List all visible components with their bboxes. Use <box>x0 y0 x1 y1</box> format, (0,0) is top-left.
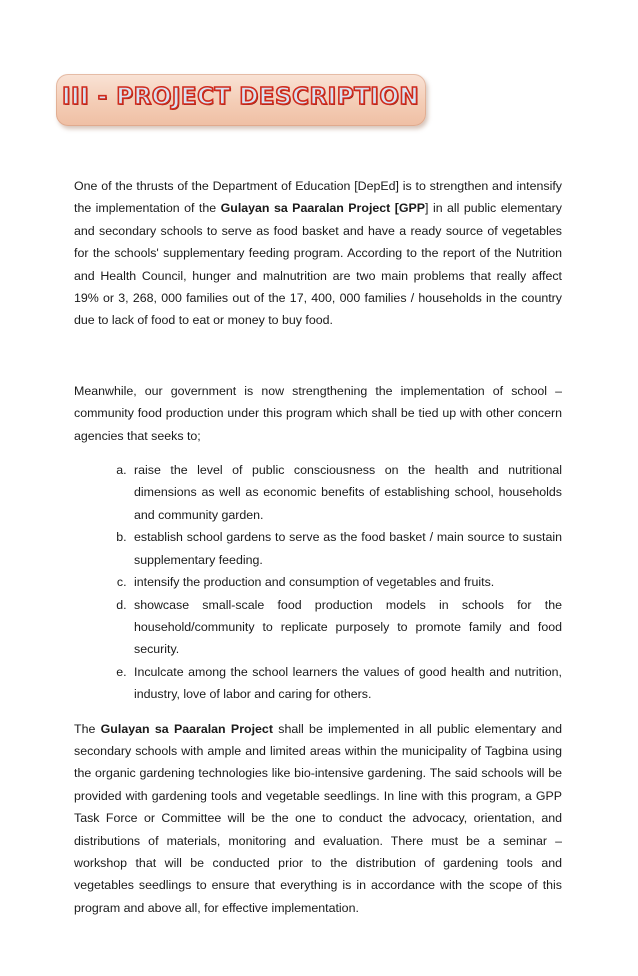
paragraph-government: Meanwhile, our government is now strengthening the implementation of school – community food production under this program which shall be tied up with other concern agencies that seeks to; <box>74 383 562 443</box>
objective-item-b: b. establish school gardens to serve as the food basket / main source to sustain supplementary feeding. <box>130 526 562 571</box>
section-banner <box>56 74 426 126</box>
paragraph-intro-text-1: One of the thrusts of the Department of Education [DepEd] is to strengthen and intensify the implementation of the <box>74 179 562 216</box>
paragraph-intro-bold: Gulayan sa Paaralan Project [GPP <box>220 201 426 216</box>
objective-item-a: a. raise the level of public consciousness on the health and nutritional dimensions as well as economic benefits of establishing school, households and community garden. <box>130 459 562 526</box>
paragraph-implementation-bold: Gulayan sa Paaralan Project <box>100 721 273 736</box>
objective-item-e: e. Inculcate among the school learners the values of good health and nutrition, industry, love of labor and caring for others. <box>130 661 562 706</box>
paragraph-implementation-text-2: shall be implemented in all public elementary and secondary schools with ample and limited areas within the municipality of Tagbina using the organic gardening technologies like bio-intensive gardening. The said schools will be provided with gardening tools and vegetable seedlings. In line with this program, a GPP Task Force or Committee will be the one to conduct the advocacy, orientation, and distributions of materials, monitoring and evaluation. There must be a seminar – workshop that will be conducted prior to the distribution of gardening tools and vegetables seedlings to ensure that everything is in accordance with the scope of this program and above all, for effective implementation. <box>74 721 563 915</box>
objective-item-c: c. intensify the production and consumption of vegetables and fruits. <box>130 571 562 593</box>
paragraph-intro <box>74 175 562 332</box>
paragraph-implementation-text-1: The <box>74 721 101 736</box>
objective-item-d: d. showcase small-scale food production models in schools for the household/community to replicate purposely to promote family and food security. <box>130 594 562 661</box>
objectives-list <box>74 459 562 705</box>
paragraph-implementation <box>74 718 562 920</box>
paragraph-intro-text-2: ] in all public elementary and secondary schools to serve as food basket and have a ready source of vegetables for the schools' supplementary feeding program. According to the report of the Nutrition and Health Council, hunger and malnutrition are two main problems that really affect 19% or 3, 268, 000 families out of the 17, 400, 000 families / households in the country due to lack of food to eat or money to buy food. <box>74 201 562 328</box>
document-body <box>74 175 562 919</box>
section-title: III - PROJECT DESCRIPTION <box>62 84 420 110</box>
